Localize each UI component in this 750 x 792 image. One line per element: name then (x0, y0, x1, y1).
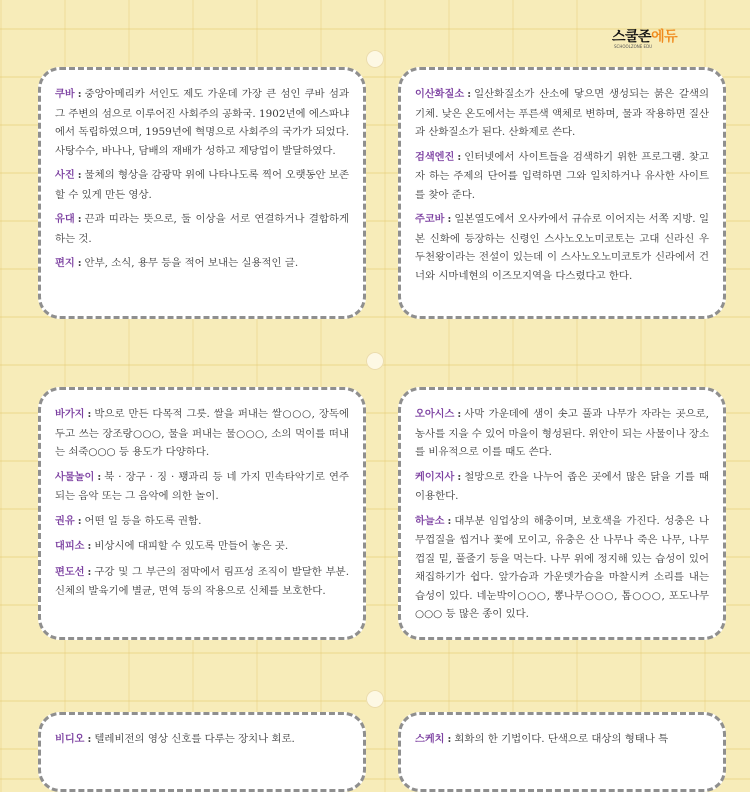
vocab-entry (415, 210, 709, 285)
vocab-definition: 박으로 만든 다목적 그릇. 쌀을 퍼내는 쌀○○○, 장독에 두고 쓰는 장조랑○○○, 물을 퍼내는 물○○○, 소의 먹이를 떠내는 쇠죽○○○ 등 용도가 다양하다. (55, 408, 349, 458)
vocab-entry (55, 85, 349, 160)
vocab-definition: 구강 및 그 부근의 점막에서 림프성 조직이 발달한 부분. 신체의 발육기에 별균, 면역 등의 작용으로 신체를 보호한다. (55, 565, 349, 597)
vocab-entry (415, 405, 709, 462)
vocab-term: 바가지 (55, 409, 85, 420)
term-separator: : (77, 213, 82, 225)
vocab-entry (415, 468, 709, 506)
term-separator: : (457, 408, 462, 420)
vocab-card (38, 712, 366, 792)
vocab-term: 사진 (55, 170, 75, 181)
vocab-card (38, 67, 366, 319)
term-separator: : (447, 213, 452, 225)
vocab-term: 편지 (55, 258, 75, 269)
vocab-definition: 회화의 한 기법이다. 단색으로 대상의 형태나 특 (454, 733, 669, 745)
brand-logo (612, 30, 740, 50)
vocab-definition: 중앙아메리카 서인도 제도 가운데 가장 큰 섬인 쿠바 섬과 그 주변의 섬으로 이루어진 사회주의 공화국. 1902년에 에스파냐에서 독립하였으며, 1959년에 혁명으로 사회주의 국가가 되었다. 사탕수수, 바나나, 담배의 재배가 성하고 제당업이 발달하였다. (55, 88, 349, 157)
vocab-card (398, 387, 726, 640)
vocab-definition: 비상시에 대피할 수 있도록 만들어 놓은 곳. (94, 540, 289, 552)
vocab-definition: 대부분 임업상의 해충이며, 보호색을 가진다. 성충은 나무껍질을 씹거나 꽃에 모이고, 유충은 산 나무나 죽은 나무, 나무껍질 밑, 풀줄기 등을 먹는다. 나무 위에 정지해 있는 습성이 있어 채집하기가 쉽다. 앞가슴과 가운뎃가슴을 마찰시켜 소리를 내는 습성이 있다. 네눈박이○○○, 뽕나무○○○, 톱○○○, 포도나무○○○ 등 많은 종이 있다. (415, 514, 709, 620)
vocab-term: 사물놀이 (55, 471, 95, 483)
vocab-definition: 어떤 일 등을 하도록 권함. (84, 514, 202, 527)
term-separator: : (77, 514, 82, 527)
vocab-entry (55, 512, 349, 532)
vocab-definition: 안부, 소식, 용무 등을 적어 보내는 실용적인 글. (84, 257, 299, 269)
binder-hole (366, 50, 384, 68)
vocab-entry (55, 405, 349, 462)
term-separator: : (97, 470, 102, 483)
vocab-entry (55, 537, 349, 557)
vocab-term: 검색엔진 (415, 151, 455, 163)
vocab-entry (415, 148, 709, 205)
vocab-definition: 텔레비전의 영상 신호를 다루는 장치나 회로. (94, 733, 295, 745)
vocab-definition: 일본열도에서 오사카에서 규슈로 이어지는 서쪽 지방. 일본 신화에 등장하는 신령인 스사노오노미코토는 고대 신라신 우두천왕이라는 전설이 있는데 이 스사노오노미코토가 신라에서 건너와 시마네현의 이즈모지역을 다스렸다고 한다. (415, 213, 709, 282)
logo-main-text: 스쿨존 (612, 29, 652, 45)
vocab-entry (415, 85, 709, 142)
vocab-definition: 물체의 형상을 감광막 위에 나타나도록 찍어 오랫동안 보존할 수 있게 만든 영상. (55, 169, 349, 201)
vocab-entry (55, 468, 349, 506)
vocab-card (398, 67, 726, 319)
term-separator: : (87, 565, 92, 578)
vocab-definition: 일산화질소가 산소에 닿으면 생성되는 붉은 갈색의 기체. 낮은 온도에서는 푸른색 액체로 변하며, 물과 작용하면 질산과 산화질소가 된다. 산화제로 쓴다. (415, 88, 709, 138)
logo-accent-text: 에듀 (651, 29, 678, 45)
vocab-card (38, 387, 366, 640)
vocab-entry (55, 210, 349, 248)
vocab-definition: 인터넷에서 사이트들을 검색하기 위한 프로그램. 찾고자 하는 주제의 단어를 입력하면 그와 일치하거나 유사한 사이트를 찾아 준다. (415, 150, 709, 201)
vocab-definition: 사막 가운데에 샘이 솟고 풀과 나무가 자라는 곳으로, 농사를 지을 수 있어 마을이 형성된다. 위안이 되는 사물이나 장소를 비유적으로 이를 때도 쓴다. (415, 408, 709, 458)
vocab-term: 오아시스 (415, 409, 455, 420)
term-separator: : (77, 169, 82, 181)
vocab-term: 케이지사 (415, 471, 455, 483)
term-separator: : (87, 408, 92, 420)
vocab-entry (415, 512, 709, 624)
vocab-term: 대피소 (55, 541, 85, 552)
term-separator: : (87, 540, 92, 552)
term-separator: : (77, 88, 82, 100)
vocab-term: 비디오 (55, 734, 85, 745)
term-separator: : (447, 733, 452, 745)
term-separator: : (457, 470, 462, 483)
term-separator: : (77, 257, 82, 269)
vocab-entry (415, 730, 709, 750)
vocab-definition: 철망으로 칸을 나누어 좁은 곳에서 많은 닭을 기를 때 이용한다. (415, 470, 709, 502)
term-separator: : (447, 514, 452, 527)
vocab-term: 하늘소 (415, 515, 445, 527)
binder-hole (366, 352, 384, 370)
vocab-term: 주코바 (415, 214, 445, 225)
vocab-term: 스케치 (415, 734, 445, 745)
vocab-term: 권유 (55, 515, 75, 527)
term-separator: : (87, 733, 92, 745)
vocab-definition: 끈과 띠라는 뜻으로, 둘 이상을 서로 연결하거나 결합하게 하는 것. (55, 213, 349, 245)
vocab-term: 이산화질소 (415, 89, 465, 100)
vocab-card (398, 712, 726, 792)
vocab-definition: 북 · 장구 · 징 · 꽹과리 등 네 가지 민속타악기로 연주되는 음악 또는 그 음악에 의한 놀이. (55, 470, 349, 502)
vocab-entry (55, 254, 349, 274)
term-separator: : (467, 88, 472, 100)
vocab-term: 편도선 (55, 566, 85, 578)
vocab-entry (55, 166, 349, 204)
binder-hole (366, 690, 384, 708)
term-separator: : (457, 150, 462, 163)
vocab-term: 쿠바 (55, 89, 75, 100)
vocab-entry (55, 730, 349, 750)
logo-tagline: SCHOOLZONE EDU (614, 44, 653, 49)
vocab-term: 유대 (55, 214, 75, 225)
vocab-entry (55, 563, 349, 601)
